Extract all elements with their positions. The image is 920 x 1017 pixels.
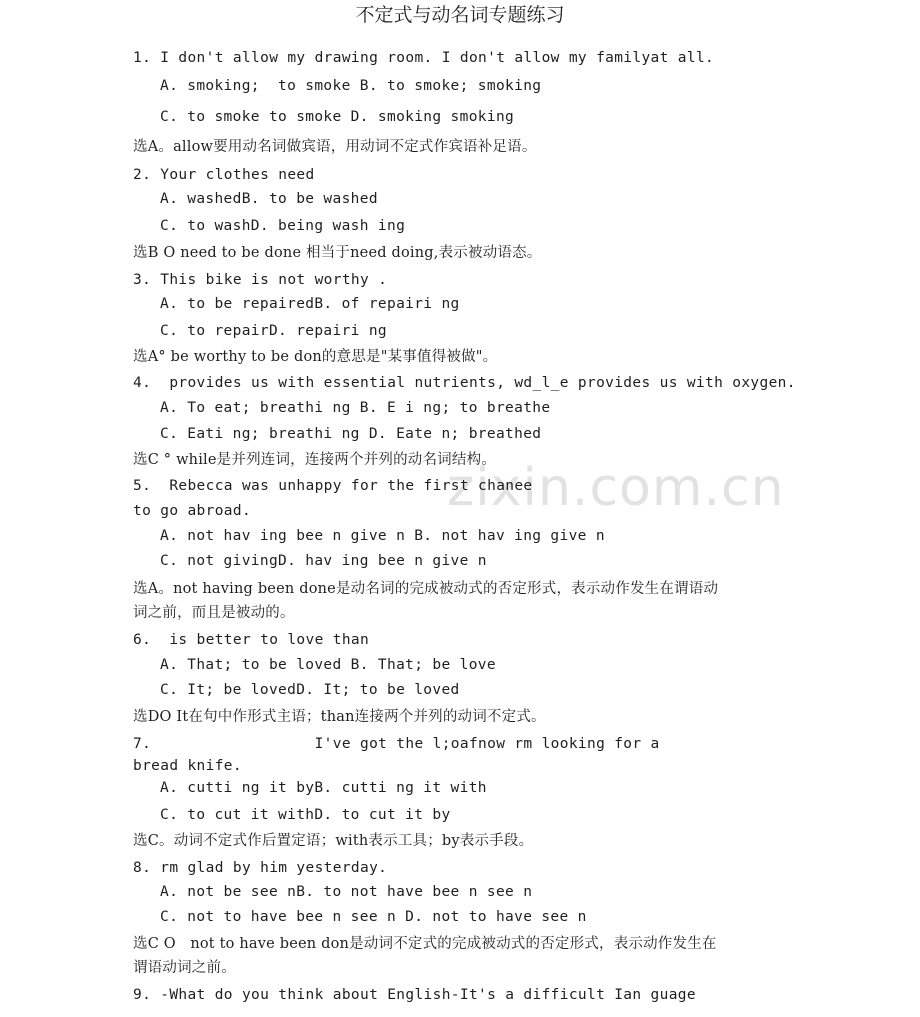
q1-options-ab: A. smoking; to smoke B. to smoke; smoking	[160, 78, 542, 94]
question-2: 2. Your clothes need	[133, 167, 315, 183]
question-9: 9. -What do you think about English-It's a difficult Ian guage	[133, 987, 696, 1003]
question-7-cont: bread knife.	[133, 758, 242, 774]
q4-options-ab: A. To eat; breathi ng B. E i ng; to breathe	[160, 400, 551, 416]
q4-answer: 选C ° while是并列连词，连接两个并列的动名词结构。	[133, 452, 496, 468]
q5-answer: 选A。not having been done是动名词的完成被动式的否定形式，表示动作发生在谓语动	[133, 581, 719, 597]
q6-options-ab: A. That; to be loved B. That; be love	[160, 657, 496, 673]
watermark: zixin.com.cn	[447, 458, 785, 518]
question-6: 6. is better to love than	[133, 632, 370, 648]
q1-answer: 选A。allow要用动名词做宾语，用动词不定式作宾语补足语。	[133, 139, 537, 155]
question-5: 5. Rebecca was unhappy for the first chanee	[133, 478, 533, 494]
question-3: 3. This bike is not worthy .	[133, 272, 388, 288]
q7-options-cd: C. to cut it withD. to cut it by	[160, 807, 451, 823]
question-8: 8. rm glad by him yesterday.	[133, 860, 388, 876]
q6-options-cd: C. It; be lovedD. It; to be loved	[160, 682, 460, 698]
q8-answer: 选C O not to have been don是动词不定式的完成被动式的否定形式，表示动作发生在	[133, 936, 717, 952]
q4-options-cd: C. Eati ng; breathi ng D. Eate n; breathed	[160, 426, 542, 442]
q7-answer: 选C。动词不定式作后置定语；with表示工具；by表示手段。	[133, 833, 534, 849]
question-4: 4. provides us with essential nutrients, wd_l_e provides us with oxygen.	[133, 375, 796, 391]
q1-options-cd: C. to smoke to smoke D. smoking smoking	[160, 109, 515, 125]
q3-answer: 选A° be worthy to be don的意思是"某事值得被做"。	[133, 349, 498, 365]
page-title: 不定式与动名词专题练习	[355, 4, 565, 26]
q5-answer-cont: 词之前，而且是被动的。	[133, 605, 295, 621]
q2-answer: 选B O need to be done 相当于need doing,表示被动语态。	[133, 245, 542, 261]
q2-options-ab: A. washedB. to be washed	[160, 191, 378, 207]
q6-answer: 选DO It在句中作形式主语；than连接两个并列的动词不定式。	[133, 709, 546, 725]
q5-options-cd: C. not givingD. hav ing bee n give n	[160, 553, 487, 569]
q3-options-cd: C. to repairD. repairi ng	[160, 323, 387, 339]
q8-options-cd: C. not to have bee n see n D. not to have see n	[160, 909, 587, 925]
q5-options-ab: A. not hav ing bee n give n B. not hav ing give n	[160, 528, 605, 544]
q3-options-ab: A. to be repairedB. of repairi ng	[160, 296, 460, 312]
q8-options-ab: A. not be see nB. to not have bee n see n	[160, 884, 533, 900]
question-1: 1. I don't allow my drawing room. I don't allow my familyat all.	[133, 50, 715, 66]
question-7: 7. I've got the l;oafnow rm looking for a	[133, 736, 660, 752]
q8-answer-cont: 谓语动词之前。	[133, 960, 236, 976]
q7-options-ab: A. cutti ng it byB. cutti ng it with	[160, 780, 487, 796]
q2-options-cd: C. to washD. being wash ing	[160, 218, 406, 234]
question-5-cont: to go abroad.	[133, 503, 252, 519]
